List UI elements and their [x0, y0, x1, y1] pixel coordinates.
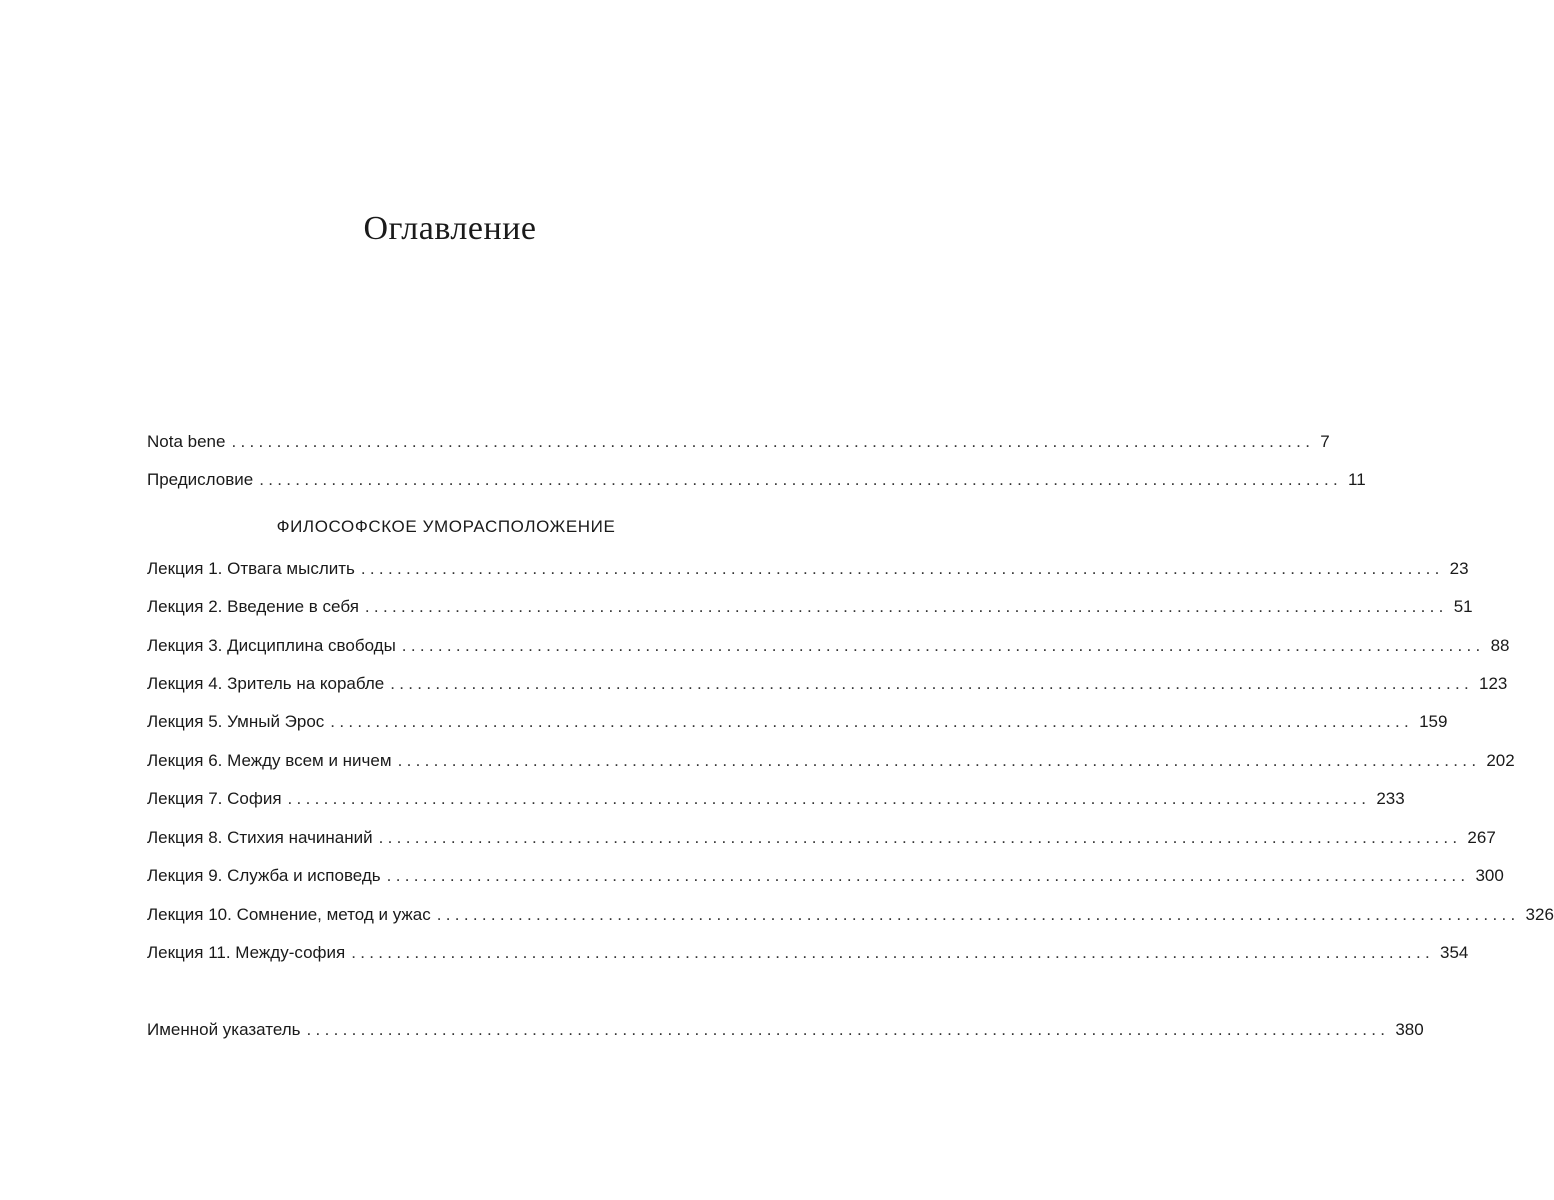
toc-entry-label: Лекция 7. София: [147, 789, 282, 808]
toc-entry-label: Nota bene: [147, 432, 226, 451]
dot-leader: ........................................................................................................................: [401, 636, 1485, 655]
toc-entry[interactable]: [147, 938, 1469, 964]
toc-entry-page: 267: [1467, 828, 1496, 847]
toc-entry-label: Лекция 4. Зритель на корабле: [147, 674, 385, 693]
toc-entry-label: Лекция 10. Сомнение, метод и ужас: [147, 905, 431, 924]
toc-entry-label: Лекция 8. Стихия начинаний: [147, 828, 373, 847]
toc-entry-label: Лекция 2. Введение в себя: [147, 597, 359, 616]
page-title: Оглавление: [363, 210, 537, 247]
toc-entry-page: 51: [1453, 597, 1473, 616]
toc-entry[interactable]: [147, 631, 1510, 657]
toc-entry-page: 88: [1490, 636, 1510, 655]
toc-entry-label: Лекция 11. Между-софия: [147, 943, 346, 962]
toc-entry-label: Именной указатель: [147, 1020, 301, 1039]
dot-leader: ........................................................................................................................: [378, 828, 1462, 847]
toc-entry[interactable]: [147, 427, 1330, 453]
toc-entry-page: 233: [1376, 789, 1405, 808]
toc-entry[interactable]: [147, 1015, 1424, 1041]
toc-entry[interactable]: [147, 554, 1469, 580]
toc-entry[interactable]: [147, 823, 1496, 849]
dot-leader: ........................................................................................................................: [330, 712, 1414, 731]
dot-leader: ........................................................................................................................: [231, 432, 1315, 451]
dot-leader: ........................................................................................................................: [386, 866, 1470, 885]
dot-leader: ........................................................................................................................: [436, 905, 1520, 924]
section-heading: ФИЛОСОФСКОЕ УМОРАСПОЛОЖЕНИЕ: [276, 517, 616, 536]
toc-entry-label: Лекция 3. Дисциплина свободы: [147, 636, 396, 655]
toc-entry[interactable]: [147, 900, 1554, 926]
toc-entry-page: 123: [1479, 674, 1508, 693]
toc-entry-page: 23: [1449, 559, 1469, 578]
dot-leader: ........................................................................................................................: [390, 674, 1474, 693]
toc-entry-page: 380: [1395, 1020, 1424, 1039]
toc-entry-label: Лекция 9. Служба и исповедь: [147, 866, 381, 885]
dot-leader: ........................................................................................................................: [259, 470, 1342, 489]
toc-entry-page: 300: [1475, 866, 1504, 885]
toc-entry-label: Лекция 6. Между всем и ничем: [147, 751, 392, 770]
dot-leader: ........................................................................................................................: [287, 789, 1371, 808]
toc-entry-page: 354: [1440, 943, 1469, 962]
toc-entry[interactable]: [147, 784, 1405, 810]
toc-entry[interactable]: [147, 669, 1508, 695]
toc-entry-page: 202: [1486, 751, 1515, 770]
dot-leader: ........................................................................................................................: [351, 943, 1434, 962]
toc-entry-page: 326: [1525, 905, 1554, 924]
toc-entry[interactable]: [147, 861, 1504, 887]
toc-entry-label: Лекция 1. Отвага мыслить: [147, 559, 355, 578]
toc-entry-page: 11: [1348, 470, 1366, 489]
dot-leader: ........................................................................................................................: [364, 597, 1448, 616]
toc-entry[interactable]: [147, 592, 1473, 618]
toc-entry-label: Предисловие: [147, 470, 254, 489]
toc-entry-page: 159: [1419, 712, 1448, 731]
toc-entry-label: Лекция 5. Умный Эрос: [147, 712, 325, 731]
toc-entry[interactable]: [147, 746, 1515, 772]
toc-entry-page: 7: [1320, 432, 1330, 451]
toc-entry[interactable]: [147, 707, 1448, 733]
dot-leader: ........................................................................................................................: [306, 1020, 1390, 1039]
dot-leader: ........................................................................................................................: [397, 751, 1481, 770]
toc-entry[interactable]: [147, 465, 1366, 491]
dot-leader: ........................................................................................................................: [360, 559, 1444, 578]
